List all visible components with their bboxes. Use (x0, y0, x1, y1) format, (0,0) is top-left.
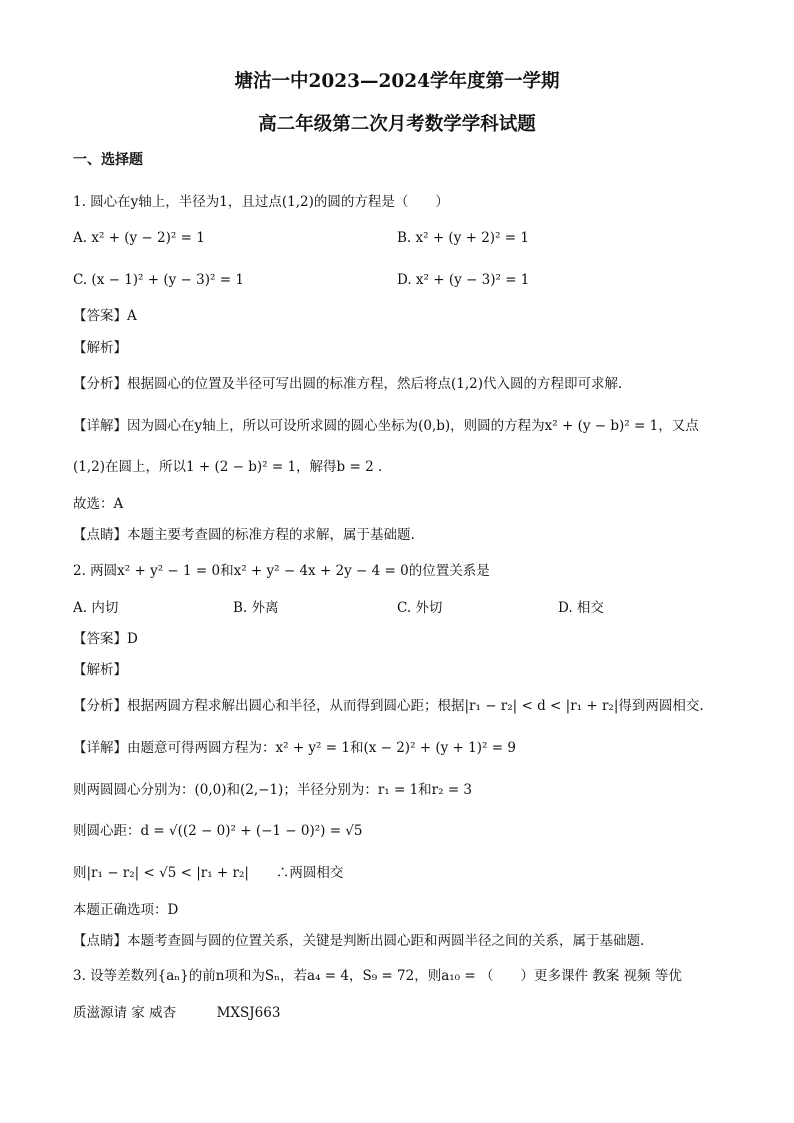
question-2-stem: 2. 两圆x² + y² − 1 = 0和x² + y² − 4x + 2y − 4 = 0的位置关系是 (73, 563, 490, 579)
question-1-option-b: B. x² + (y + 2)² = 1 (397, 230, 529, 246)
question-1-option-a: A. x² + (y − 2)² = 1 (73, 230, 205, 246)
question-2-option-c: C. 外切 (397, 600, 443, 616)
document-title-line2: 高二年级第二次月考数学学科试题 (258, 114, 536, 135)
question-2-centers: 则两圆圆心分别为：(0,0)和(2,−1)；半径分别为：r₁ = 1和r₂ = 3 (73, 782, 473, 798)
question-1-analysis-label: 【解析】 (73, 340, 127, 356)
section-heading: 一、选择题 (73, 152, 143, 168)
question-3-stem-continued: 质滋源请 家 威杏 MXSJ663 (73, 1005, 281, 1021)
question-2-answer: 【答案】D (73, 631, 138, 647)
question-2-fenxi: 【分析】根据两圆方程求解出圆心和半径，从而得到圆心距；根据|r₁ − r₂| < d < |r₁ + r₂|得到两圆相交. (73, 698, 704, 714)
question-3-stem: 3. 设等差数列{aₙ}的前n项和为Sₙ，若a₄ = 4，S₉ = 72，则a₁₀ = （ ）更多课件 教案 视频 等优 (73, 968, 682, 984)
question-2-distance: 则圆心距：d = √((2 − 0)² + (−1 − 0)²) = √5 (73, 823, 363, 839)
document-title-line1: 塘沽一中2023—2024学年度第一学期 (234, 71, 560, 92)
question-2-detail: 【详解】由题意可得两圆方程为：x² + y² = 1和(x − 2)² + (y + 1)² = 9 (73, 740, 516, 756)
question-2-compare: 则|r₁ − r₂| < √5 < |r₁ + r₂| ∴两圆相交 (73, 865, 344, 881)
question-2-analysis-label: 【解析】 (73, 662, 127, 678)
question-1-detail-line1: 【详解】因为圆心在y轴上，所以可设所求圆的圆心坐标为(0,b)，则圆的方程为x² + (y − b)² = 1，又点 (73, 418, 699, 434)
question-2-comment: 【点睛】本题考查圆与圆的位置关系，关键是判断出圆心距和两圆半径之间的关系，属于基础题. (73, 933, 645, 949)
question-2-correct-option: 本题正确选项：D (73, 902, 179, 918)
question-1-option-d: D. x² + (y − 3)² = 1 (397, 272, 530, 288)
question-2-option-a: A. 内切 (73, 600, 119, 616)
question-2-option-b: B. 外离 (233, 600, 279, 616)
question-1-detail-line2: (1,2)在圆上，所以1 + (2 − b)² = 1，解得b = 2 . (73, 459, 383, 475)
question-1-answer: 【答案】A (73, 308, 137, 324)
question-1-option-c: C. (x − 1)² + (y − 3)² = 1 (73, 272, 244, 288)
question-2-option-d: D. 相交 (558, 600, 604, 616)
question-1-stem: 1. 圆心在y轴上，半径为1，且过点(1,2)的圆的方程是（ ） (73, 194, 449, 210)
question-1-choice: 故选：A (73, 496, 124, 512)
question-1-comment: 【点睛】本题主要考查圆的标准方程的求解，属于基础题. (73, 527, 415, 543)
question-1-fenxi: 【分析】根据圆心的位置及半径可写出圆的标准方程，然后将点(1,2)代入圆的方程即可求解. (73, 376, 623, 392)
